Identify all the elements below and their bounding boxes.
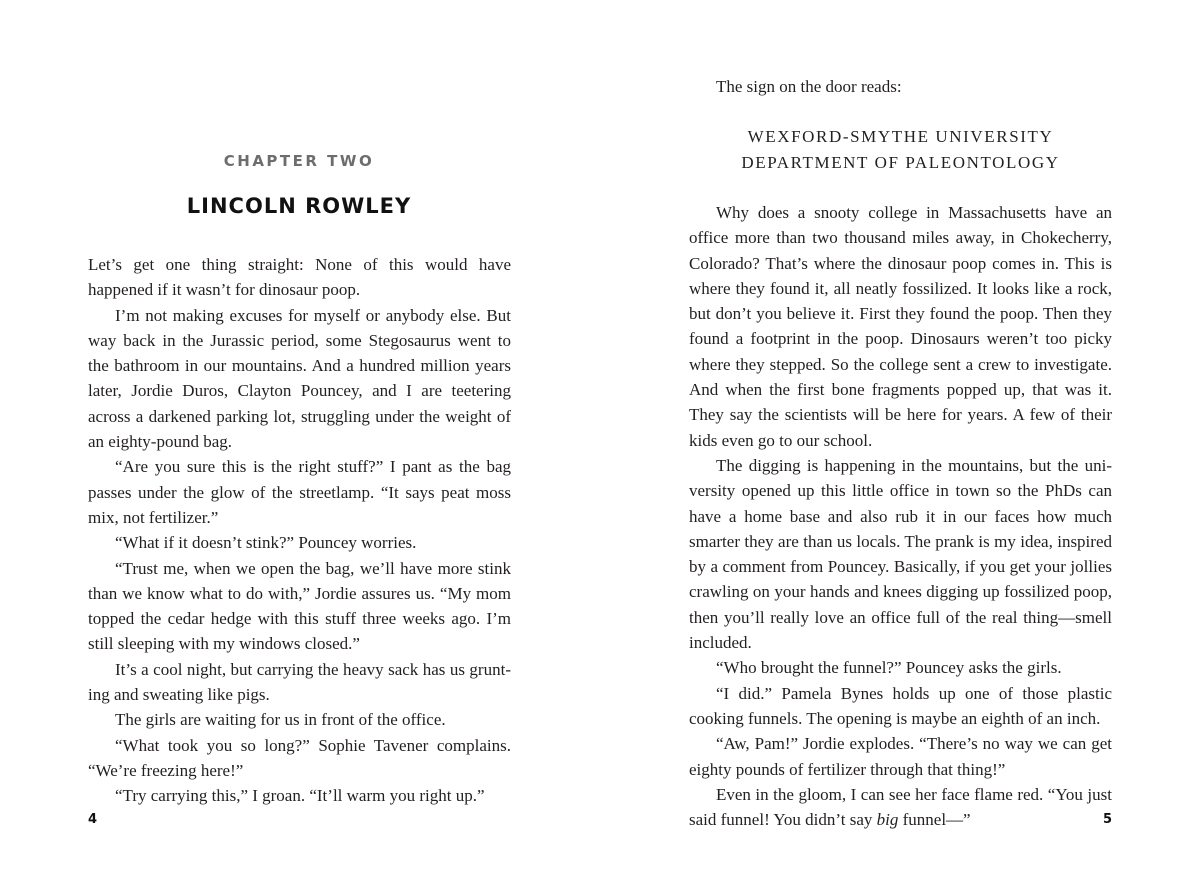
right-page [600,0,1200,872]
paragraph: “Are you sure this is the right stuff?” I pant as the bag passes under the glow of the streetlamp. “It says peat moss mix, not fertilizer.” [88,457,511,527]
page-number: 5 [1103,812,1113,827]
paragraph: “What took you so long?” Sophie Tavener complains. “We’re freezing here!” [88,735,511,780]
paragraph [689,782,1112,833]
paragraph: The girls are waiting for us in front of the office. [115,710,446,730]
sign-line: WEXFORD-SMYTHE UNIVERSITY [747,127,1054,146]
paragraph: It’s a cool night, but carrying the heavy sack has us grunting and sweating like pigs. [88,659,511,705]
paragraph: Let’s get one thing straight: None of this would have happened if it wasn’t for dinosaur poop. [88,255,511,300]
emphasis: big [876,810,899,830]
paragraph: I’m not making excuses for myself or anybody else. But way back in the Jurassic period, some Stegosaurus went to the bathroom in our mountains. And a hundred million years later, Jordie Duros, Clayton Pouncey, and I are teetering across a darkened parking lot, struggling under the weight of an eighty-pound bag. [88,305,511,452]
paragraph: “I did.” Pamela Bynes holds up one of those plastic cooking funnels. The opening is maybe an eighth of an inch. [689,683,1112,728]
sign-line: DEPARTMENT OF PALEONTOLOGY [741,152,1060,172]
text-run: Even in the gloom, I can see her face flame red. “You just said funnel! You didn’t say [689,784,1112,830]
paragraph: “Who brought the funnel?” Pouncey asks the girls. [716,658,1062,678]
paragraph: Why does a snooty college in Massachusetts have an office more than two thousand miles away, in Chokecherry, Colorado? That’s where the dinosaur poop comes in. This is where they found it, all neatly fossilized. It looks like a rock, but don’t you believe it. First they found the poop. Then they found a footprint in the poop. Dinosaurs weren’t too picky where they stepped. So the college sent a crew to investigate. And when the first bone fragments popped up, that was it. They say the scientists will be here for years. A few of their kids even go to our school. [689,203,1112,450]
right-body-text [689,200,1112,832]
chapter-title: LINCOLN ROWLEY [186,194,412,218]
paragraph: “Trust me, when we open the bag, we’ll have more stink than we know what to do with,” Jordie assures us. “My mom topped the cedar hedge with this stuff three weeks ago. I’m still sleeping with my windows closed.” [88,558,511,654]
left-body-text [88,252,511,809]
paragraph: The sign on the door reads: [716,77,902,96]
paragraph: “Aw, Pam!” Jordie explodes. “There’s no way we can get eighty pounds of fertilizer through that thing!” [689,734,1112,779]
chapter-label: CHAPTER TWO [223,152,375,170]
paragraph: The digging is happening in the mountains, but the university opened up this little office in town so the PhDs can have a home base and also rub it in our faces how much smarter they are than us locals. The prank is my idea, inspired by a comment from Pouncey. Basically, if you get your jollies crawling on your hands and knees digging up fossilized poop, then you’ll really love an office full of the real thing—smell included. [689,455,1112,653]
page-number: 4 [88,812,98,827]
text-run: funnel—” [898,810,971,830]
paragraph: “Try carrying this,” I groan. “It’ll warm you right up.” [115,786,485,806]
paragraph: “What if it doesn’t stink?” Pouncey worries. [115,533,417,553]
door-sign [689,124,1112,175]
right-intro-text [689,74,1112,99]
